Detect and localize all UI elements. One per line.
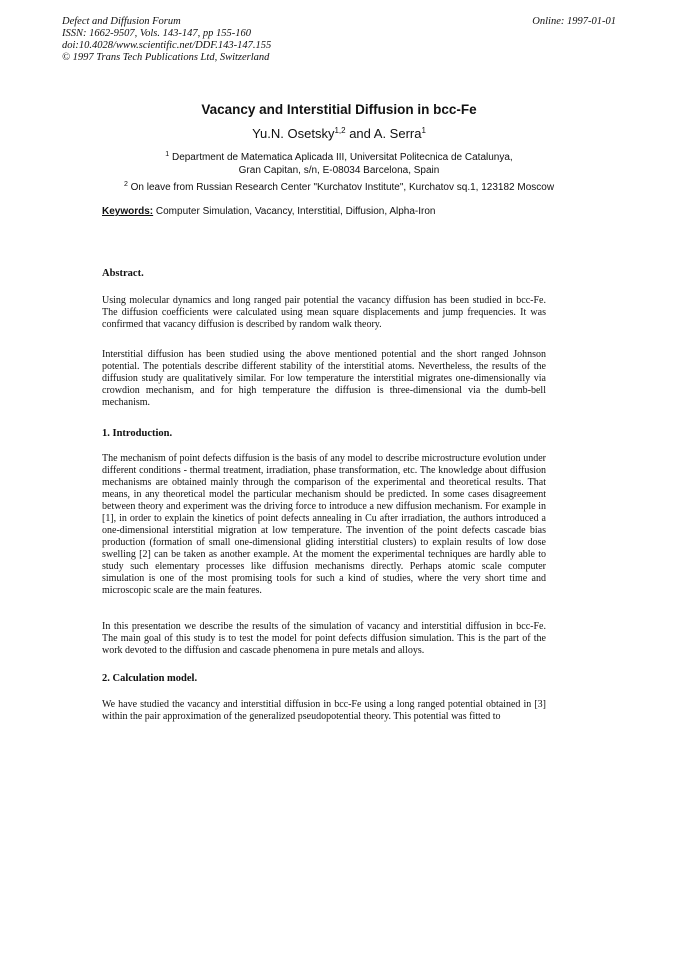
author-2-affil-marker: 1 xyxy=(421,126,426,135)
author-1: Yu.N. Osetsky xyxy=(252,126,335,141)
journal-header xyxy=(62,16,271,64)
section-1-paragraph-1: The mechanism of point defects diffusion is the basis of any model to describe microstructure evolution under different conditions - thermal treatment, irradiation, phase transformation, etc. The knowledge about diffusion mechanisms are obtained mainly through the comparison of the experimental and theoretical results. That means, in any theoretical model the particular mechanism should be predicted. In some cases disagreement between theory and experiment was the driving force to introduce a new diffusion mechanism. For example in [1], in order to explain the kinetics of point defects annealing in Cu after irradiation, the authors introduced a one-dimensional interstitial migration at low temperature. The invention of the point defects cascade bias production (formation of small one-dimensional gliding interstitial clusters) to explain results of low dose swelling [2] can be taken as another example. At the moment the experimental techniques are hardly able to study such elementary processes like diffusion mechanisms directly. Perhaps atomic scale computer simulation is one of the most promising tools for such a kind of studies, where the very short time and microscopic scale are the main features. xyxy=(102,453,546,596)
affiliation-1-line-1: Department de Matematica Aplicada III, Universitat Politecnica de Catalunya, xyxy=(169,152,513,163)
abstract-paragraph-2: Interstitial diffusion has been studied using the above mentioned potential and the short ranged Johnson potential. The potentials describe different stability of the interstitial atoms. Nevertheless, the results of the diffusion study are qualitatively similar. For low temperature the interstitial migrates one-dimensionally via crowdion mechanism, and for high temperature the diffusion is three-dimensional via the dumb-bell mechanism. xyxy=(102,349,546,408)
affiliation-2-line: On leave from Russian Research Center "Kurchatov Institute", Kurchatov sq.1, 123182 Moscow xyxy=(127,182,555,193)
affiliation-1-line-2: Gran Capitan, s/n, E-08034 Barcelona, Spain xyxy=(238,165,440,176)
section-2-heading: 2. Calculation model. xyxy=(102,673,198,684)
keywords-list: Computer Simulation, Vacancy, Interstitial, Diffusion, Alpha-Iron xyxy=(153,206,436,217)
doi-line: doi:10.4028/www.scientific.net/DDF.143-147.155 xyxy=(62,40,272,51)
keywords xyxy=(102,206,435,217)
author-2: and A. Serra xyxy=(345,126,422,141)
affiliation-1 xyxy=(0,151,678,177)
section-1-heading: 1. Introduction. xyxy=(102,428,173,439)
authors-line xyxy=(0,126,678,141)
author-1-affil-marker: 1,2 xyxy=(334,126,346,135)
affiliation-2-marker: 2 xyxy=(123,181,128,188)
keywords-label: Keywords: xyxy=(102,206,154,217)
affiliation-1-marker: 1 xyxy=(165,151,170,158)
journal-name: Defect and Diffusion Forum xyxy=(62,16,181,27)
affiliation-2 xyxy=(0,181,678,194)
abstract-heading: Abstract. xyxy=(102,268,144,279)
section-2-paragraph-1: We have studied the vacancy and interstitial diffusion in bcc-Fe using a long ranged potential obtained in [3] within the pair approximation of the generalized pseudopotential theory. This potential was fitted to xyxy=(102,699,546,722)
copyright-line: © 1997 Trans Tech Publications Ltd, Switzerland xyxy=(62,52,270,63)
abstract-paragraph-1: Using molecular dynamics and long ranged pair potential the vacancy diffusion has been studied in bcc-Fe. The diffusion coefficients were calculated using mean square displacements and jump frequencies. It was confirmed that vacancy diffusion is described by random walk theory. xyxy=(102,295,546,330)
issn-line: ISSN: 1662-9507, Vols. 143-147, pp 155-160 xyxy=(62,28,251,39)
online-date: Online: 1997-01-01 xyxy=(532,16,616,27)
section-1-paragraph-2: In this presentation we describe the results of the simulation of vacancy and interstitial diffusion in bcc-Fe. The main goal of this study is to test the model for point defects diffusion simulation. This is the part of the work devoted to the diffusion and cascade phenomena in pure metals and alloys. xyxy=(102,621,546,656)
paper-title: Vacancy and Interstitial Diffusion in bcc-Fe xyxy=(201,102,477,117)
